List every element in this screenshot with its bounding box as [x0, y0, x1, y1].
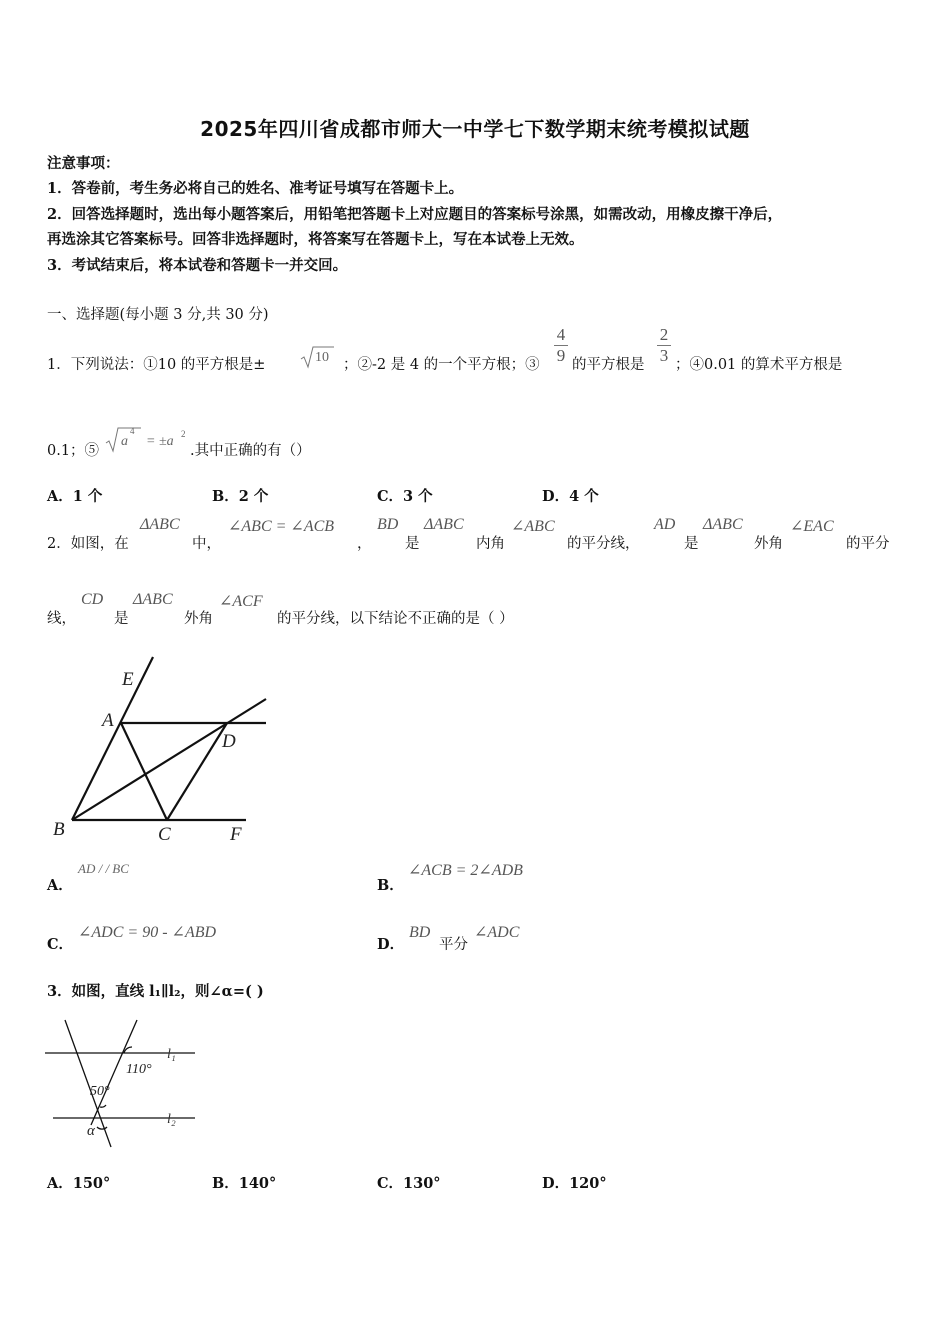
angle-arc-alpha — [97, 1127, 107, 1129]
q2-math-3: BD — [377, 516, 399, 533]
q2-text-2: 中， — [192, 536, 221, 552]
sqrt-10-value: 10 — [315, 350, 329, 365]
q1-option-b[interactable]: B．2 个 — [212, 488, 269, 505]
q2-text-4: 是 — [405, 536, 420, 552]
q3-option-c[interactable]: C．130° — [377, 1175, 441, 1192]
fraction-denominator: 3 — [659, 346, 669, 365]
l2-label: l₂ — [167, 1112, 176, 1127]
label-F: F — [230, 824, 242, 845]
q2-option-a[interactable]: AD / / BC — [78, 861, 129, 876]
q2-text-3: ， — [357, 536, 372, 552]
notice-item-3: 3．考试结束后，将本试卷和答题卡一并交回。 — [47, 257, 348, 274]
q1-option-a[interactable]: A．1 个 — [47, 488, 103, 505]
angle-110-label: 110° — [126, 1062, 152, 1077]
q2-text-12: 外角 — [184, 611, 213, 627]
q2-figure — [45, 650, 275, 850]
q1-text-2: ；②-2 是 4 的一个平方根；③ — [343, 357, 540, 373]
notice-heading: 注意事项： — [47, 155, 120, 172]
angle-arc-50 — [100, 1105, 106, 1107]
q2-math-7: ΔABC — [703, 516, 743, 533]
q2-text-13: 的平分线，以下结论不正确的是（ ） — [277, 611, 514, 627]
q2-option-b-label[interactable]: B． — [377, 877, 404, 894]
eq-exp: 2 — [181, 429, 186, 439]
q2-math-8: ∠EAC — [790, 518, 834, 535]
q3-stem: 3．如图，直线 l₁∥l₂，则∠α=( ) — [47, 983, 264, 1000]
label-A: A — [102, 710, 114, 731]
fraction-denominator: 9 — [556, 346, 566, 365]
q1-option-d[interactable]: D．4 个 — [542, 488, 599, 505]
q2-text-8: 外角 — [754, 536, 783, 552]
q2-text-5: 内角 — [476, 536, 505, 552]
eq-plus-minus-a: = ±a — [146, 434, 174, 449]
q2-math-9: CD — [81, 591, 104, 608]
sqrt-a4-exp: 4 — [130, 426, 135, 436]
q3-figure — [45, 1015, 195, 1155]
notice-item-1: 1．答卷前，考生务必将自己的姓名、准考证号填写在答题卡上。 — [47, 180, 464, 197]
q2-math-11: ∠ACF — [219, 593, 263, 610]
line-AC — [121, 723, 167, 820]
q2-math-1: ΔABC — [140, 516, 180, 533]
fraction-numerator: 4 — [556, 325, 566, 344]
q2-option-d-label[interactable]: D． — [377, 936, 405, 953]
label-C: C — [158, 824, 171, 845]
label-B: B — [53, 819, 65, 840]
q2-option-b[interactable]: ∠ACB = 2∠ADB — [408, 862, 523, 879]
angle-50-label: 50° — [90, 1084, 110, 1099]
notice-item-2b: 再选涂其它答案标号。回答非选择题时，将答案写在答题卡上，写在本试卷上无效。 — [47, 231, 584, 248]
page-title: 2025年四川省成都市师大一中学七下数学期末统考模拟试题 — [200, 117, 750, 141]
fraction-4-9 — [553, 325, 569, 366]
q2-math-2: ∠ABC = ∠ACB — [228, 518, 335, 535]
q1-text-5: 0.1；⑤ — [47, 443, 100, 459]
label-D: D — [222, 731, 236, 752]
sqrt-a4-base: a — [121, 434, 128, 449]
line-CD — [167, 723, 227, 820]
q2-option-d-math[interactable]: BD — [409, 924, 431, 941]
q2-text-9: 的平分 — [846, 536, 890, 552]
q3-option-b[interactable]: B．140° — [212, 1175, 277, 1192]
label-E: E — [122, 669, 134, 690]
section-heading: 一、选择题(每小题 3 分,共 30 分) — [47, 307, 269, 323]
l1-label: l₁ — [167, 1047, 176, 1062]
q1-option-c[interactable]: C．3 个 — [377, 488, 433, 505]
q2-text-7: 是 — [684, 536, 699, 552]
q2-option-c-label[interactable]: C． — [47, 936, 74, 953]
q2-text-10: 线， — [47, 611, 76, 627]
q2-option-d-math-2[interactable]: ∠ADC — [474, 924, 520, 941]
q2-text-11: 是 — [114, 611, 129, 627]
q2-option-d-text[interactable]: 平分 — [439, 937, 468, 953]
q1-text-6: .其中正确的有（） — [190, 443, 311, 459]
fraction-2-3 — [656, 325, 672, 366]
q2-math-5: ∠ABC — [511, 518, 555, 535]
q2-option-a-label[interactable]: A． — [47, 877, 73, 894]
alpha-label: α — [87, 1123, 95, 1139]
q3-option-d[interactable]: D．120° — [542, 1175, 607, 1192]
q1-text-4: ；④0.01 的算术平方根是 — [675, 357, 843, 373]
q2-math-6: AD — [654, 516, 676, 533]
q3-option-a[interactable]: A．150° — [47, 1175, 111, 1192]
q2-text-1: 2．如图，在 — [47, 536, 129, 552]
q2-math-4: ΔABC — [424, 516, 464, 533]
q2-text-6: 的平分线， — [567, 536, 640, 552]
fraction-numerator: 2 — [659, 325, 669, 344]
q2-option-c[interactable]: ∠ADC = 90 - ∠ABD — [78, 924, 217, 941]
notice-item-2a: 2．回答选择题时，选出每小题答案后，用铅笔把答题卡上对应题目的答案标号涂黑，如需改动，用橡皮擦干净后， — [47, 206, 783, 223]
q2-math-10: ΔABC — [133, 591, 173, 608]
q1-text-1: 1．下列说法：①10 的平方根是± — [47, 357, 266, 373]
q1-text-3: 的平方根是 — [572, 357, 645, 373]
